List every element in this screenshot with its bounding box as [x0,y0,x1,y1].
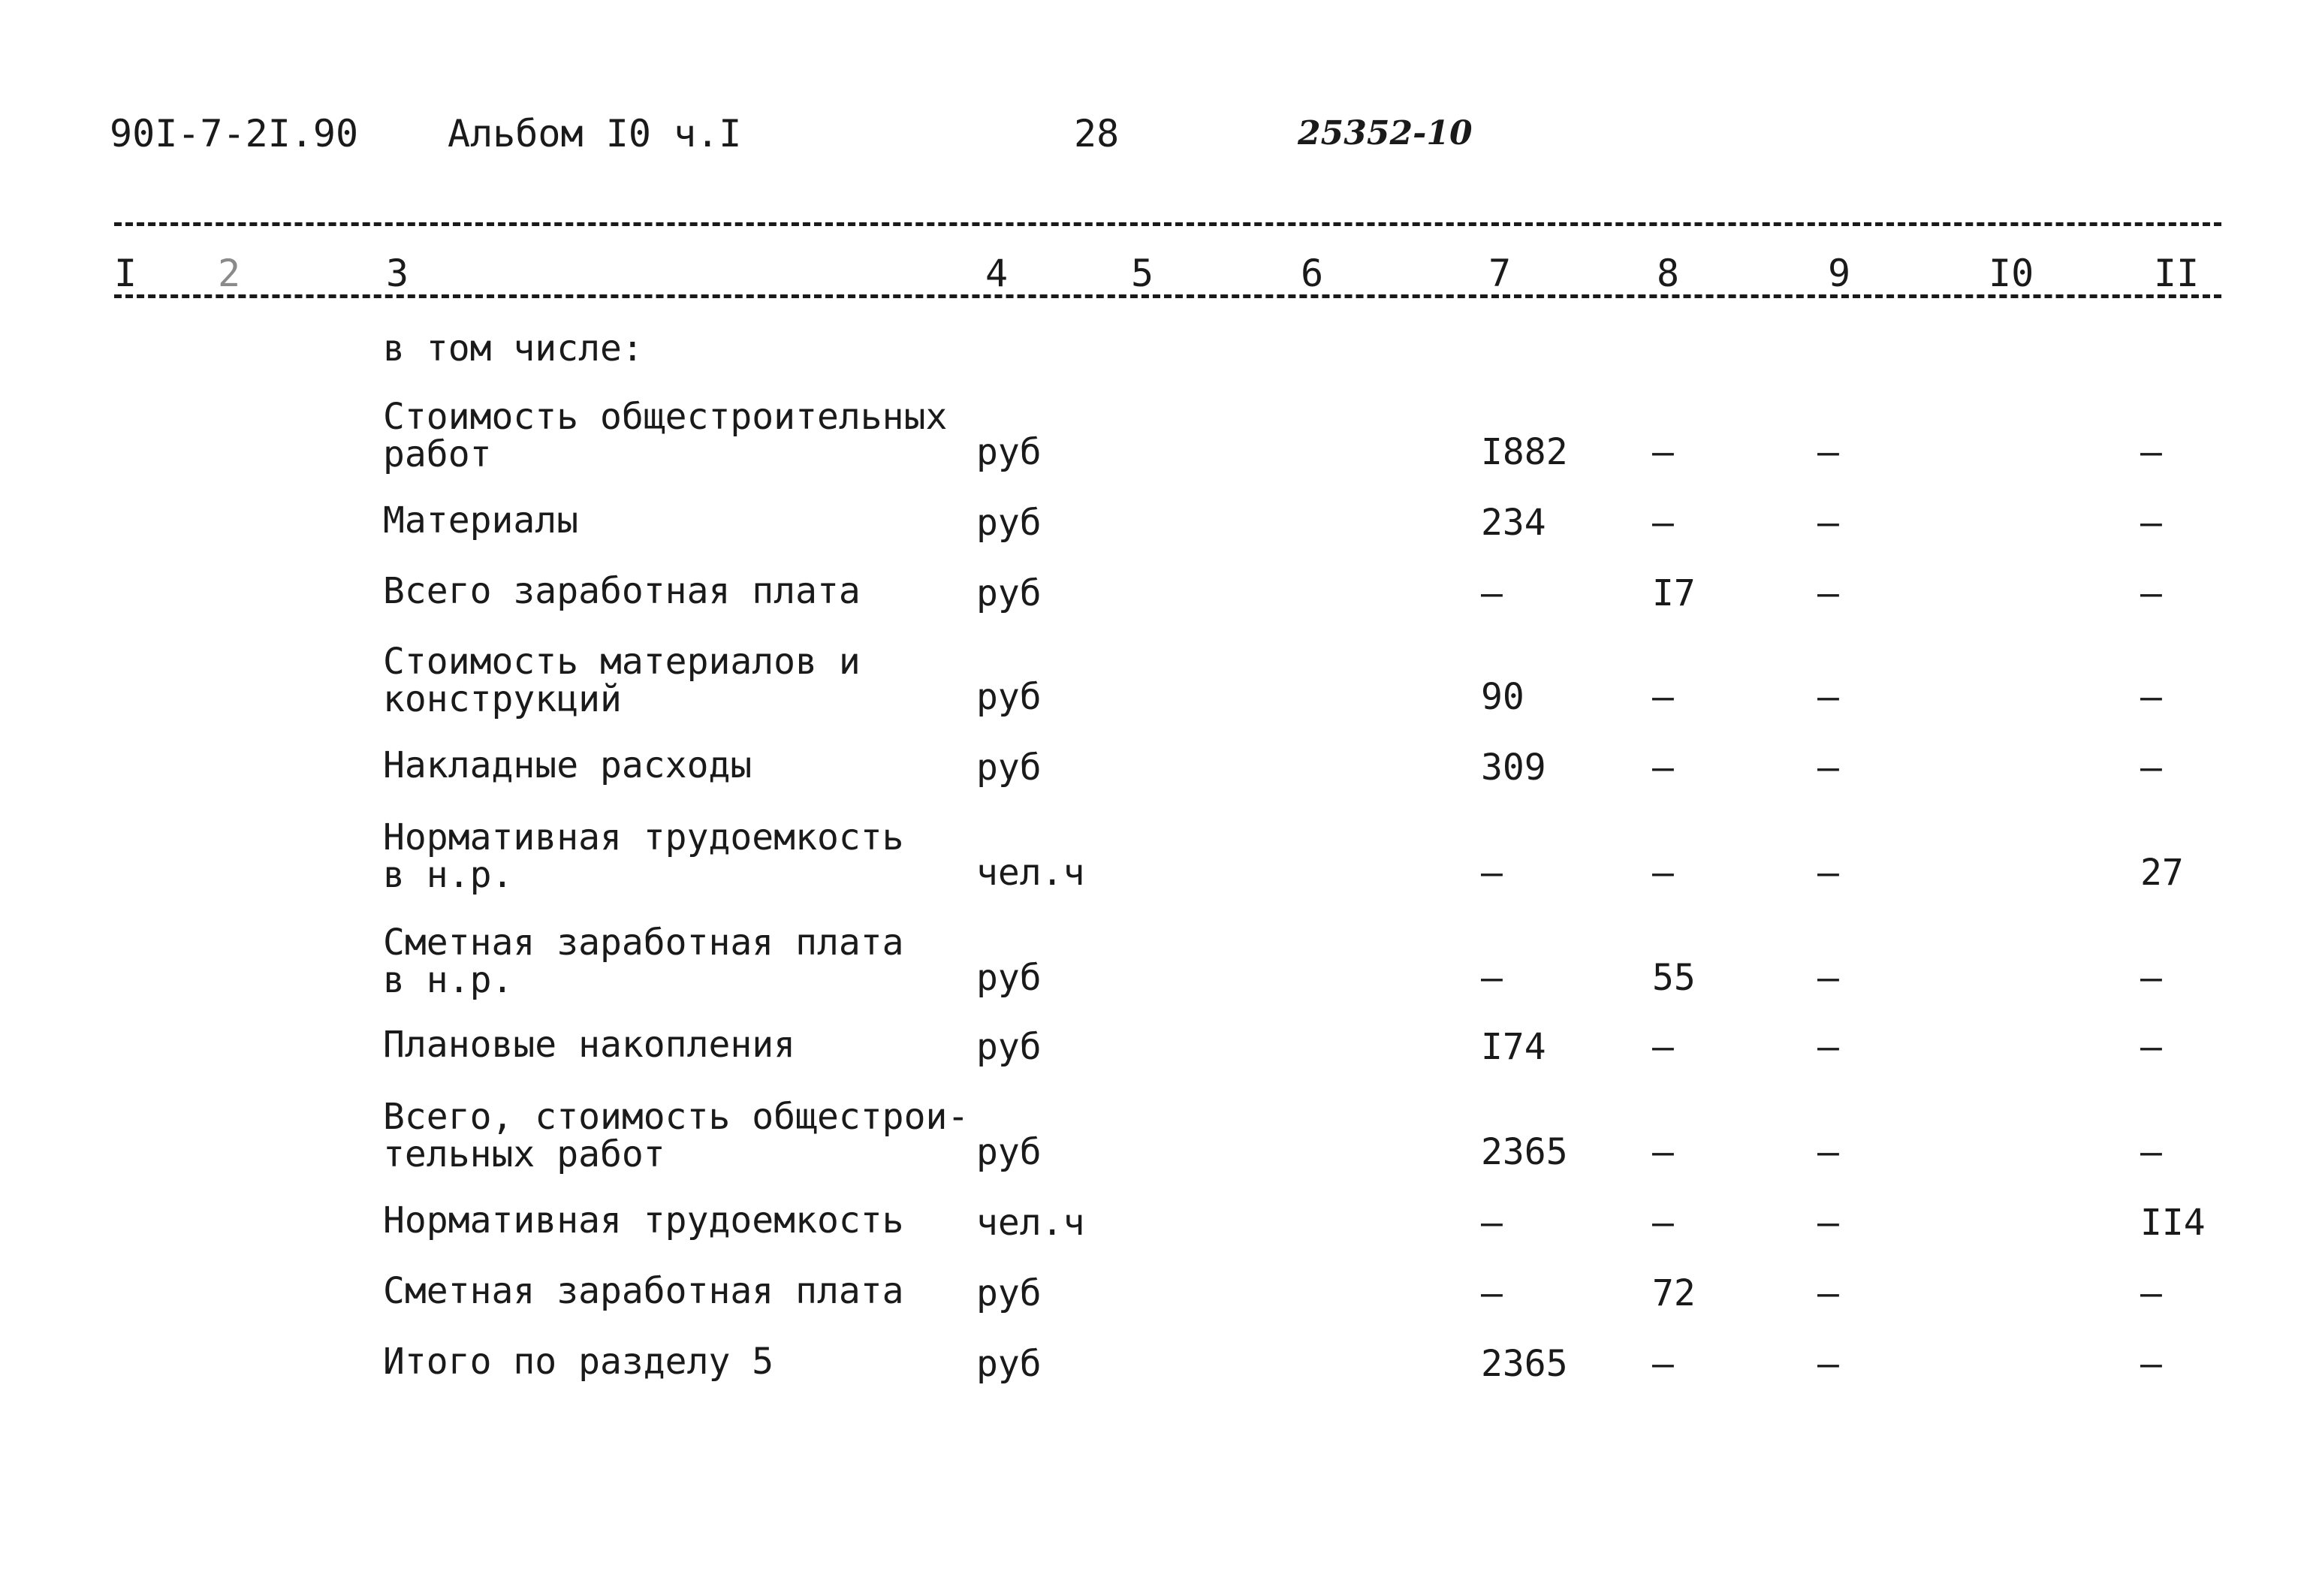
column-number-9: 9 [1823,252,1855,294]
row-col9: – [1817,747,1839,789]
row-col11: 27 [2140,852,2184,894]
row-col8: 72 [1652,1272,1696,1314]
row-unit: руб [976,502,1042,544]
row-col8: – [1652,852,1674,894]
row-col7: 2365 [1481,1131,1568,1173]
row-col9: – [1817,1202,1839,1244]
row-unit: руб [976,572,1042,614]
row-col8: – [1652,1202,1674,1244]
column-number-7: 7 [1484,252,1515,294]
row-col11: – [2140,676,2162,718]
row-name: Всего, стоимость общестрои- тельных работ [383,1096,970,1175]
column-number-1: I [110,252,141,294]
row-col9: – [1817,1026,1839,1068]
row-col8: – [1652,1026,1674,1068]
row-col9: – [1817,676,1839,718]
row-col8: – [1652,676,1674,718]
row-unit: руб [976,431,1042,473]
column-number-6: 6 [1296,252,1328,294]
row-name: Стоимость материалов и конструкций [383,641,861,720]
row-unit: руб [976,1026,1042,1068]
table-subheading: в том числе: [383,327,644,370]
row-col11: – [2140,957,2162,999]
row-name: Итого по разделу 5 [383,1341,774,1383]
album-label: Альбом I0 ч.I [448,112,742,155]
row-col9: – [1817,502,1839,544]
row-col9: – [1817,1131,1839,1173]
row-col8: – [1652,502,1674,544]
column-number-8: 8 [1652,252,1684,294]
row-col11: – [2140,502,2162,544]
page-number: 28 [1074,112,1120,155]
column-number-4: 4 [981,252,1012,294]
row-col11: – [2140,431,2162,473]
column-header-dashed-rule [114,294,2221,298]
row-col9: – [1817,852,1839,894]
row-col9: – [1817,1272,1839,1314]
row-col9: – [1817,572,1839,614]
row-unit: руб [976,1131,1042,1173]
top-dashed-rule [114,222,2221,226]
row-unit: руб [976,957,1042,999]
row-name: Плановые накопления [383,1024,796,1066]
row-col7: – [1481,1202,1503,1244]
row-col11: II4 [2140,1202,2206,1244]
row-col11: – [2140,1272,2162,1314]
row-col11: – [2140,1343,2162,1385]
row-name: Накладные расходы [383,744,752,786]
row-name: Нормативная трудоемкость в н.р. [383,816,904,896]
column-number-11: II [2149,252,2203,294]
row-col7: 309 [1481,747,1546,789]
row-name: Материалы [383,499,579,542]
row-name: Стоимость общестроительных работ [383,396,948,475]
row-col7: 90 [1481,676,1524,718]
row-col8: 55 [1652,957,1696,999]
row-unit: чел.ч [976,1202,1085,1244]
row-col9: – [1817,957,1839,999]
row-col7: I74 [1481,1026,1546,1068]
row-name: Сметная заработная плата в н.р. [383,922,904,1001]
row-col8: – [1652,747,1674,789]
row-col7: 2365 [1481,1343,1568,1385]
document-code: 90I-7-2I.90 [110,112,359,155]
row-col11: – [2140,572,2162,614]
row-col7: I882 [1481,431,1568,473]
row-unit: руб [976,1272,1042,1314]
row-col7: – [1481,957,1503,999]
row-col7: – [1481,572,1503,614]
row-col7: – [1481,852,1503,894]
row-col11: – [2140,747,2162,789]
row-name: Сметная заработная плата [383,1270,904,1312]
handwritten-stamp: 25352-10 [1298,114,1473,152]
row-col8: – [1652,431,1674,473]
column-number-3: 3 [381,252,413,294]
row-unit: руб [976,1343,1042,1385]
row-col11: – [2140,1026,2162,1068]
row-col7: – [1481,1272,1503,1314]
row-col9: – [1817,431,1839,473]
row-col8: I7 [1652,572,1696,614]
column-number-5: 5 [1126,252,1158,294]
row-col11: – [2140,1131,2162,1173]
column-number-10: I0 [1984,252,2038,294]
row-col8: – [1652,1343,1674,1385]
row-unit: чел.ч [976,852,1085,894]
row-col9: – [1817,1343,1839,1385]
row-col7: 234 [1481,502,1546,544]
row-name: Нормативная трудоемкость [383,1199,904,1242]
row-col8: – [1652,1131,1674,1173]
column-number-2: 2 [213,252,245,294]
row-unit: руб [976,676,1042,718]
row-name: Всего заработная плата [383,570,861,612]
row-unit: руб [976,747,1042,789]
